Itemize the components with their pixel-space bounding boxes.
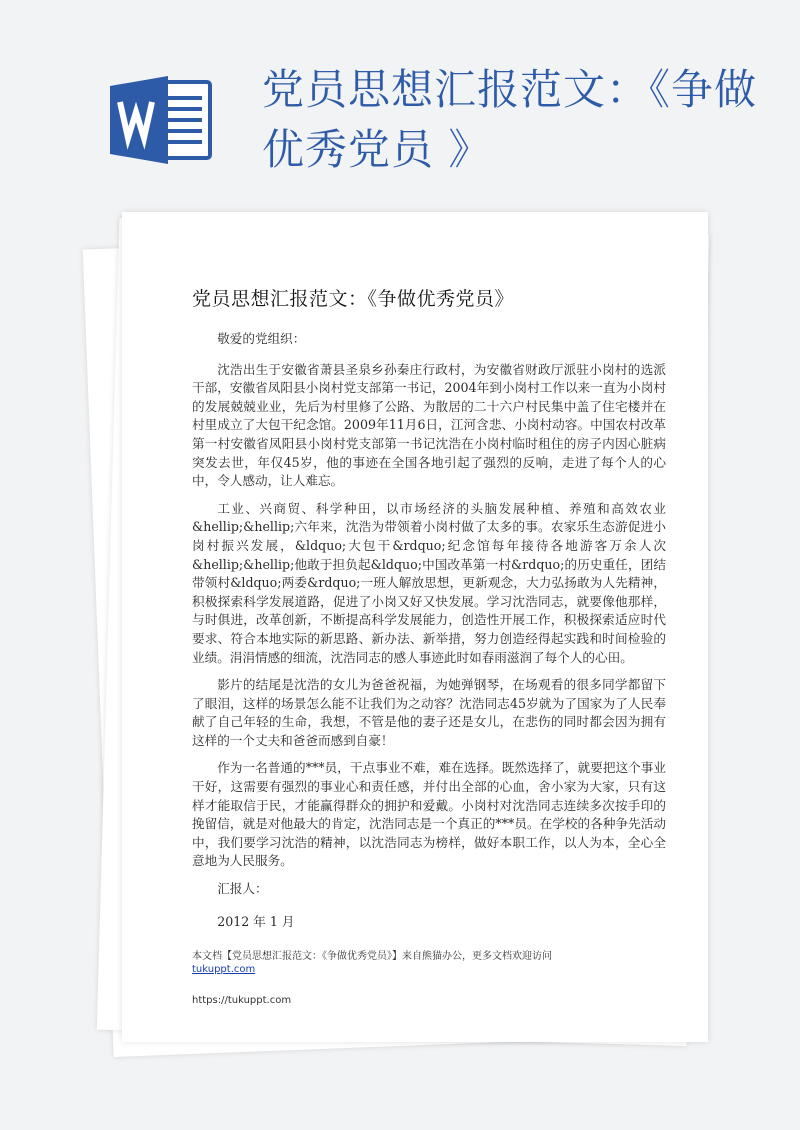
paragraph: 工业、兴商贸、科学种田，以市场经济的头脑发展种植、养殖和高效农业&hellip;&hellip;六年来，沈浩为带领着小岗村做了太多的事。农家乐生态游促进小岗村振兴发展，&ldquo;大包干&rdquo;纪念馆每年接待各地游客万余人次&hellip;&hellip;他敢于担负起&ldquo;中国改革第一村&rdquo;的历史重任，团结带领村&ldquo;两委&rdquo;一班人解放思想，更新观念，大力弘扬敢为人先精神，积极探索科学发展道路，促进了小岗又好又快发展。学习沈浩同志，就要像他那样，与时俱进，改革创新，不断提高科学发展能力，创造性开展工作，积极探索适应时代要求、符合本地实际的新思路、新办法、新举措，努力创造经得起实践和时间检验的业绩。涓涓情感的细流，沈浩同志的感人事迹此时如春雨滋润了每个人的心田。 [192, 500, 666, 665]
document-title: 党员思想汇报范文：《争做优秀党员》 [192, 288, 515, 310]
page-title: 党员思想汇报范文：《争做优秀党员 》 [262, 65, 758, 174]
document-page [122, 212, 708, 1042]
paragraph: 作为一名普通的***员，干点事业不难，难在选择。既然选择了，就要把这个事业干好，这需要有强烈的事业心和责任感，并付出全部的心血，舍小家为大家，只有这样才能取信于民，才能赢得群众的拥护和爱戴。小岗村对沈浩同志连续多次按手印的挽留信，就是对他最大的肯定，沈浩同志是一个真正的***员。在学校的各种争先活动中，我们要学习沈浩的精神，以沈浩同志为榜样，做好本职工作，以人为本，全心全意地为人民服务。 [192, 760, 666, 869]
signature: 汇报人： [217, 881, 268, 897]
paragraph: 沈浩出生于安徽省萧县圣泉乡孙秦庄行政村，为安徽省财政厅派驻小岗村的选派干部，安徽省凤阳县小岗村党支部第一书记，2004年到小岗村工作以来一直为小岗村的发展兢兢业业，先后为村里修了公路、为散居的二十六户村民集中盖了住宅楼并在村里成立了大包干纪念馆。2009年11月6日，江河含悲、小岗村动容。中国农村改革第一村安徽省凤阳县小岗村党支部第一书记沈浩在小岗村临时租住的房子内因心脏病突发去世，年仅45岁，他的事迹在全国各地引起了强烈的反响，走进了每个人的心中，令人感动，让人难忘。 [192, 361, 666, 489]
salutation: 敬爱的党组织： [217, 331, 306, 346]
footer-link[interactable]: tukuppt.com [192, 964, 256, 975]
date: 2012 年 1 月 [217, 913, 295, 929]
footer-note: 本文档【党员思想汇报范文：《争做优秀党员》】来自熊猫办公，更多文档欢迎访问 [192, 951, 552, 962]
document-footer [192, 950, 672, 1007]
page-header [0, 0, 800, 200]
footer-url[interactable]: https://tukuppt.com [192, 995, 292, 1006]
paragraph: 影片的结尾是沈浩的女儿为爸爸祝福，为她弹钢琴，在场观看的很多同学都留下了眼泪，这样的场景怎么能不让我们为之动容？沈浩同志45岁就为了国家为了人民奉献了自己年轻的生命，我想，不管是他的妻子还是女儿，在悲伤的同时都会因为拥有这样的一个丈夫和爸爸而感到自豪！ [192, 677, 666, 748]
document-body [192, 330, 666, 931]
word-document-icon [108, 76, 214, 164]
